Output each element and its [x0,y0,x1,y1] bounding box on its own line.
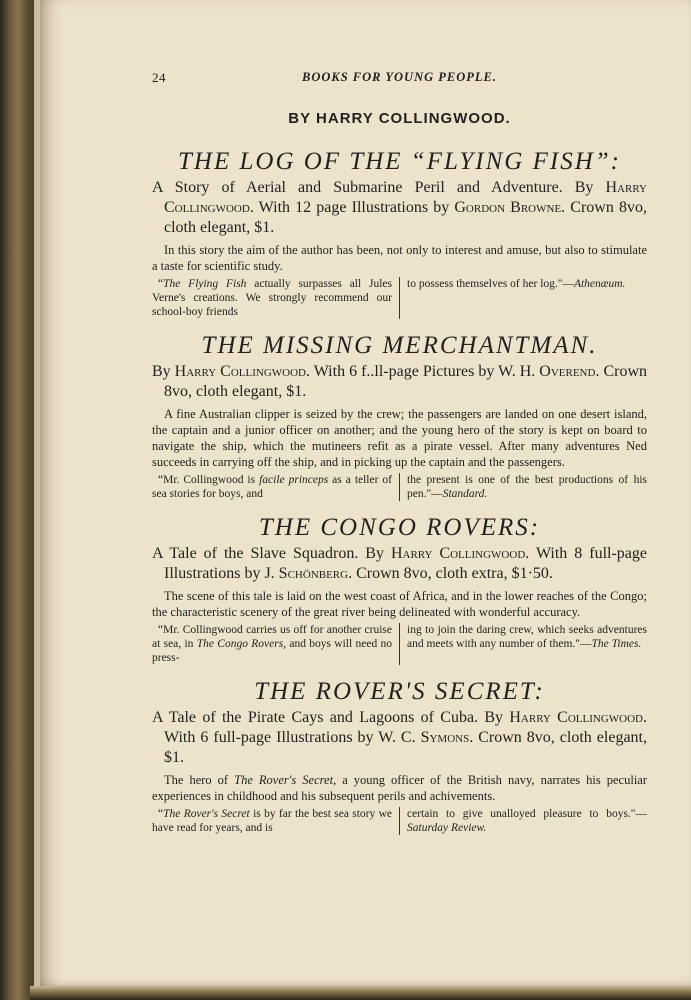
quoted-title: The Rover's Secret [163,808,250,820]
book-title: THE LOG OF THE “FLYING FISH”: [178,148,621,175]
review-text: is by far the best sea story we have read for years, and is [152,808,392,834]
review-text: Mr. Collingwood is [163,474,260,486]
desc-text: . Crown 8vo, cloth elegant, $1. [164,199,648,236]
review-left-column: “The Rover's Secret is by far the best sea story we have read for years, and is [152,808,392,834]
review-source: Saturday Review. [407,822,487,834]
book-synopsis: A fine Australian clipper is seized by the crew; the passengers are landed on one desert island, the captain and a junior officer on another; and the young hero of the story is kept on board to navigate the ship, which the mutineers refit as a pirate vessel. After many adventures Ned succeeds in carrying off the ship, and in picking up the captain and the passengers. [152,407,647,469]
page-content [152,70,647,835]
quoted-title: The Rover's Secret [234,773,334,787]
book-page [40,0,691,988]
book-synopsis [152,772,647,804]
desc-text: A Tale of the Pirate Cays and Lagoons of Cuba. By [152,709,510,726]
book-entry [152,147,647,319]
review-right-column [399,623,647,665]
book-binding [0,0,40,1000]
desc-text: By [152,363,175,380]
book-description [152,708,647,768]
review-quote [152,807,647,835]
review-text: certain to give unalloyed pleasure to boys."— [407,808,647,820]
review-text: to possess themselves of her log."— [407,278,574,290]
review-text: as a teller of sea stories for boys, and [152,474,392,500]
page-bottom-edge [30,986,691,1000]
author-name: Harry Collingwood [390,545,526,562]
review-left-column: “The Flying Fish actually surpasses all Jules Verne's creations. We strongly recommend our school-boy friends [152,278,392,318]
review-source: Standard. [442,488,488,500]
review-quote [152,277,647,319]
desc-text: . Crown 8vo, cloth elegant, $1. [164,363,647,400]
book-entry [152,677,647,835]
review-right-column [399,807,647,835]
book-entry [152,331,647,501]
quoted-title: facile princeps [259,474,329,486]
desc-text: . With 12 page Illustrations by [249,199,455,216]
desc-text: . Crown 8vo, cloth elegant, $1. [164,729,647,766]
illustrator-name: Symons [420,729,470,746]
running-head [152,70,647,92]
review-quote [152,473,647,501]
review-left-column: “Mr. Collingwood carries us off for another cruise at sea, in The Congo Rovers, and boys will need no press- [152,624,392,664]
illustrator-name: Gordon Browne [454,199,562,216]
desc-text: A Story of Aerial and Submarine Peril and Adventure. By [152,179,606,196]
review-text: ing to join the daring crew, which seeks adventures and meets with any number of them."— [407,624,647,650]
author-name: Harry Collingwood [509,709,644,726]
illustrator-name: Overend [539,363,596,380]
book-synopsis: The scene of this tale is laid on the west coast of Africa, and in the lower reaches of the Congo; the characteristic scenery of the great river being delineated with wonderful accuracy. [152,589,647,619]
review-source: Athenæum. [573,278,626,290]
illustrator-name: Schönberg [278,565,349,582]
book-title: THE ROVER'S SECRET: [254,678,545,705]
desc-text: . With 6 full-page Illustrations by W. C. [164,709,648,746]
book-synopsis: In this story the aim of the author has been, not only to interest and amuse, but also to stimulate a taste for scientific study. [152,243,647,273]
synopsis-text: , a young officer of the British navy, narrates his peculiar experiences in childhood and his subsequent perils and achivements. [152,773,648,803]
author-heading: BY HARRY COLLINGWOOD. [288,110,511,127]
book-title: THE MISSING MERCHANTMAN. [201,332,598,359]
quoted-title: The Flying Fish [163,278,247,290]
review-quote [152,623,647,665]
desc-text: . With 6 f..ll-page Pictures by W. H. [306,363,540,380]
review-left-column: “Mr. Collingwood is facile princeps as a teller of sea stories for boys, and [152,474,392,500]
book-title: THE CONGO ROVERS: [258,514,541,541]
page-number: 24 [152,70,166,85]
review-right-column [399,277,647,319]
review-text: the present is one of the best productions of his pen."— [407,474,647,500]
review-right-column [399,473,647,501]
quoted-title: The Congo Rovers [196,638,284,650]
desc-text: A Tale of the Slave Squadron. By [152,545,391,562]
desc-text: . With 8 full-page Illustrations by J. [164,545,648,582]
review-text: actually surpasses all Jules Verne's creations. We strongly recommend our school-boy friends [152,278,392,318]
book-entry [152,513,647,665]
review-source: The Times. [591,638,642,650]
author-name: Harry Collingwood [164,179,647,216]
book-description [152,544,647,584]
author-name: Harry Collingwood [174,363,306,380]
synopsis-text: The hero of [164,773,235,787]
desc-text: . Crown 8vo, cloth extra, $1·50. [348,565,553,582]
book-description [152,178,647,238]
running-head-title: BOOKS FOR YOUNG PEOPLE. [301,70,497,84]
book-description [152,362,647,402]
review-text: , and boys will need no press- [152,638,392,664]
review-text: Mr. Collingwood carries us off for another cruise at sea, in [152,624,392,650]
